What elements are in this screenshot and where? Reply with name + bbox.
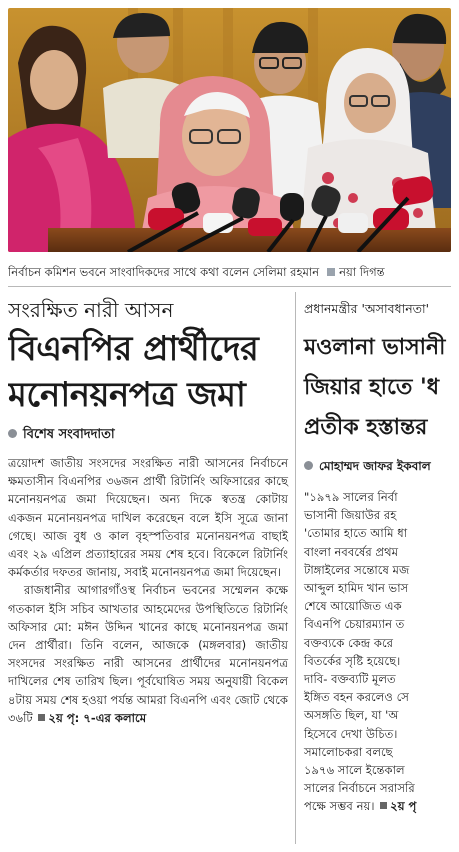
- continuation-link[interactable]: ২য় পৃ: [390, 799, 417, 814]
- square-bullet-icon: [327, 268, 335, 276]
- divider: [8, 286, 451, 287]
- paragraph-2-text: রাজধানীর আগারগাঁওস্থ নির্বাচন ভবনের সম্মেলন কক্ষে গতকাল ইসি সচিব আখতার আহমেদের উপস্থিতিতে রিটার্নিং অফিসার মো: মঈন উদ্দিন খানের কাছে মনোনয়নপত্র জমা দেন প্রার্থীরা। তিনি বলেন, আজকে (মঙ্গলবার) জাতীয় সংসদের সংরক্ষিত নারী আসনের প্রার্থীদের মনোনয়নপত্র দাখিলের শেষ তারিখ ছিল। পূর্বঘোষিত সময় অনুযায়ী বিকেল ৪টায় সময় শেষ হওয়া পর্যন্ত আমরা বিএনপি এবং জোট থেকে ৩৬টি: [8, 583, 288, 725]
- body-line: বক্তব্যকে কেন্দ্র করে: [304, 635, 394, 650]
- left-article: [8, 292, 290, 844]
- headline-line-2: মনোনয়নপত্র জমা: [8, 375, 246, 415]
- body-line: বাংলা নববর্ষের প্রথম: [304, 544, 399, 559]
- body-line: সালের নির্বাচনে সরাসরি: [304, 781, 415, 796]
- photo-caption: [8, 262, 451, 282]
- caption-text: নির্বাচন কমিশন ভবনে সাংবাদিকদের সাথে কথা বলেন সেলিমা রহমান: [8, 265, 320, 279]
- byline-text: বিশেষ সংবাদদাতা: [23, 427, 115, 442]
- bullet-dot-icon: [304, 461, 313, 470]
- article-body: [304, 488, 459, 816]
- paragraph-1: ত্রয়োদশ জাতীয় সংসদের সংরক্ষিত নারী আসনের নির্বাচনে ক্ষমতাসীন বিএনপির ৩৬জন প্রার্থী রিটার্নিং অফিসারের কাছে মনোনয়নপত্র জমা দিয়েছেন। অন্য দিকে স্বতন্ত্র কোটায় একজন মনোনয়নপত্র দাখিল করেছেন বলে ইসি সূত্রে জানা গেছে। আজ বুধ ও কাল বৃহস্পতিবার মনোনয়নপত্র বাছাই এবং ২৯ এপ্রিল প্রত্যাহারের সময় শেষ হবে। বিকেলে রিটার্নিং কর্মকর্তার দফতর জানায়, সবাই মনোনয়নপত্র জমা দিয়েছেন।: [8, 456, 288, 580]
- body-line: অসঙ্গতি ছিল, যা 'অ: [304, 708, 399, 723]
- article-byline: [304, 456, 431, 476]
- body-line: ভাসানী জিয়াউর রহ: [304, 508, 397, 523]
- right-article: [302, 292, 459, 844]
- bullet-dot-icon: [8, 429, 17, 438]
- column-divider: [295, 292, 296, 844]
- square-bullet-icon: [380, 802, 387, 809]
- article-kicker: প্রধানমন্ত্রীর 'অসাবধানতা': [304, 301, 430, 316]
- body-line: আব্দুল হামিদ খান ভাস: [304, 581, 409, 596]
- article-headline: [8, 326, 258, 418]
- headline-line-2: জিয়ার হাতে 'ধ: [304, 375, 440, 400]
- body-line: দাবি- বক্তব্যটি মূলত: [304, 672, 396, 687]
- article-kicker: সংরক্ষিত নারী আসন: [8, 298, 174, 322]
- article-body: [8, 454, 288, 727]
- body-line: সমালোচকরা বলছে: [304, 744, 393, 759]
- body-line: বিতর্কের সৃষ্টি হয়েছে।: [304, 653, 401, 668]
- article-headline: [304, 328, 445, 448]
- headline-line-1: মওলানা ভাসানী: [304, 335, 446, 360]
- byline-text: মোহাম্মদ জাফর ইকবাল: [319, 459, 431, 473]
- caption-credit: নয়া দিগন্ত: [339, 265, 385, 279]
- body-line: 'তোমার হাতে আমি ধা: [304, 526, 408, 541]
- body-line: ইঙ্গিত বহন করলেও সে: [304, 690, 409, 705]
- body-line: পক্ষে সম্ভব নয়। ২য় পৃ: [304, 799, 417, 814]
- headline-line-3: প্রতীক হস্তান্তর: [304, 415, 428, 440]
- headline-line-1: বিএনপির প্রার্থীদের: [8, 329, 259, 369]
- body-line: "১৯৭৯ সালের নির্বা: [304, 490, 398, 504]
- body-line: টাঙ্গাইলের সন্তোষে মজ: [304, 562, 410, 577]
- body-line: শেষে আয়োজিত এক: [304, 599, 402, 614]
- paragraph-2: [8, 581, 288, 727]
- body-line: ১৯৭৬ সালে ইন্তেকাল: [304, 763, 405, 778]
- square-bullet-icon: [38, 714, 45, 721]
- article-byline: [8, 425, 115, 445]
- body-line: বিএনপি চেয়ারম্যান ত: [304, 617, 405, 632]
- body-line: হিসেবে দেখা উচিত।: [304, 726, 398, 741]
- press-briefing-photo: [8, 8, 451, 252]
- continuation-link[interactable]: ২য় পৃ: ৭-এর কলামে: [48, 710, 147, 725]
